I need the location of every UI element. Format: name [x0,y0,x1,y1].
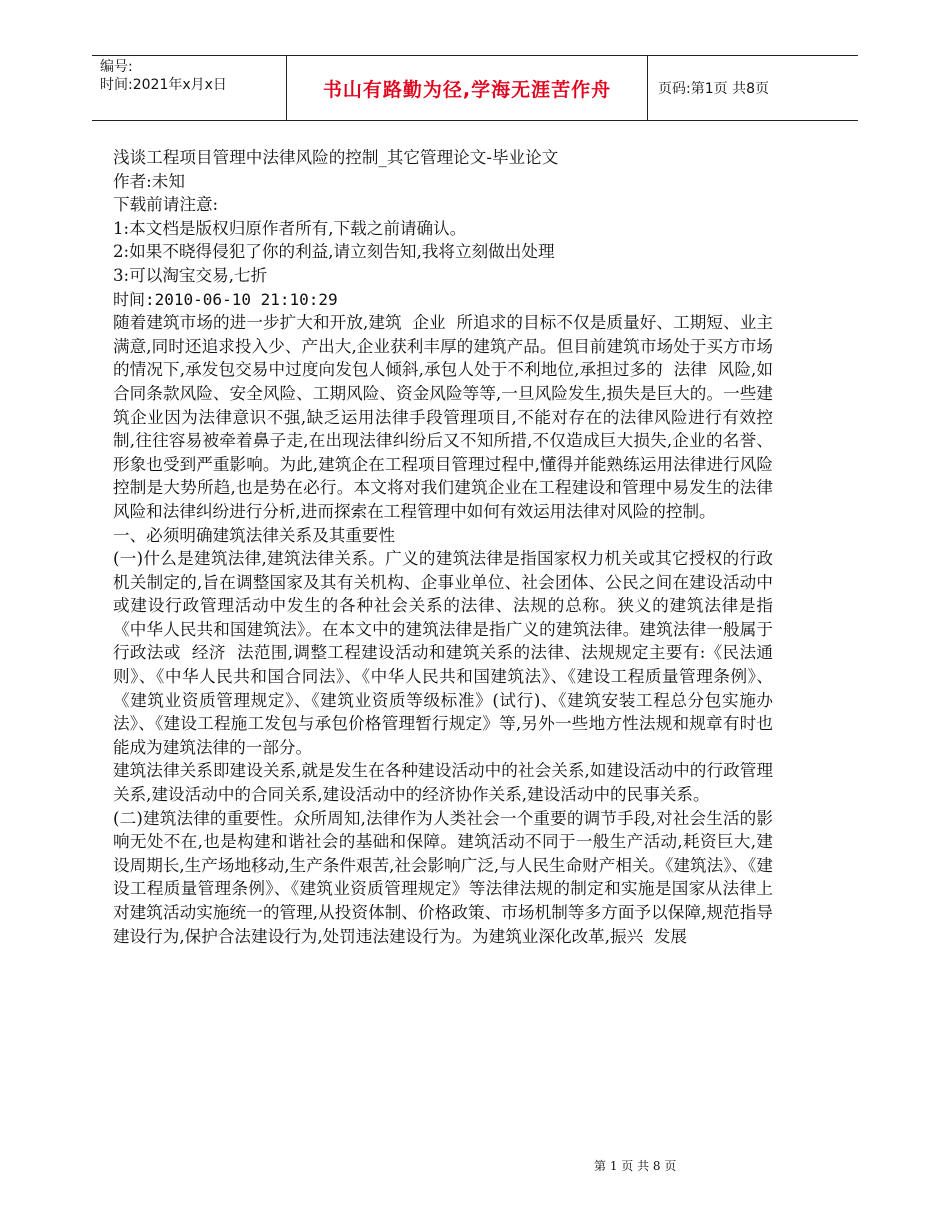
paragraph: (二)建筑法律的重要性。众所周知,法律作为人类社会一个重要的调节手段,对社会生活的影响无处不在,也是构建和谐社会的基础和保障。建筑活动不同于一般生产活动,耗资巨大,建设周期长,生产场地移动,生产条件艰苦,社会影响广泛,与人民生命财产相关。《建筑法》、《建设工程质量管理条例》、《建筑业资质管理规定》等法律法规的制定和实施是国家从法律上对建筑活动实施统一的管理,从投资体制、价格政策、市场机制等多方面予以保障,规范指导建设行为,保护合法建设行为,处罚违法建设行为。为建筑业深化改革,振兴 发展 [113,808,773,946]
document-author: 作者:未知 [113,171,185,191]
notice-item: 1:本文档是版权归原作者所有,下载之前请确认。 [113,218,467,238]
notice-title: 下载前请注意: [113,195,219,215]
document-body [113,146,773,948]
document-time-label: 时间:2021年x月x日 [100,77,227,93]
document-time: 时间:2010-06-10 21:10:29 [113,289,338,309]
page-footer: 第 1 页 共 8 页 [594,1159,677,1173]
paragraph: 随着建筑市场的进一步扩大和开放,建筑 企业 所追求的目标不仅是质量好、工期短、业主满意,同时还追求投入少、产出大,企业获利丰厚的建筑产品。但目前建筑市场处于买方市场的情况下,承发包交易中过度向发包人倾斜,承包人处于不利地位,承担过多的 法律 风险,如合同条款风险、安全风险、工期风险、资金风险等等,一旦风险发生,损失是巨大的。一些建筑企业因为法律意识不强,缺乏运用法律手段管理项目,不能对存在的法律风险进行有效控制,往往容易被牵着鼻子走,在出现法律纠纷后又不知所措,不仅造成巨大损失,企业的名誉、形象也受到严重影响。为此,建筑企在工程项目管理过程中,懂得并能熟练运用法律进行风险控制是大势所趋,也是势在必行。本文将对我们建筑企业在工程建设和管理中易发生的法律风险和法律纠纷进行分析,进而探索在工程管理中如何有效运用法律对风险的控制。 [113,313,773,521]
notice-item: 2:如果不晓得侵犯了你的利益,请立刻告知,我将立刻做出处理 [113,242,555,262]
header-table [92,55,858,121]
header-motto: 书山有路勤为径,学海无涯苦作舟 [286,56,648,120]
document-id-label: 编号: [100,59,133,75]
header-meta-cell [92,56,286,120]
paragraph: (一)什么是建筑法律,建筑法律关系。广义的建筑法律是指国家权力机关或其它授权的行政机关制定的,旨在调整国家及其有关机构、企事业单位、社会团体、公民之间在建设活动中或建设行政管理活动中发生的各种社会关系的法律、法规的总称。狭义的建筑法律是指《中华人民共和国建筑法》。在本文中的建筑法律是指广义的建筑法律。建筑法律一般属于行政法或 经济 法范围,调整工程建设活动和建筑关系的法律、法规规定主要有:《民法通则》、《中华人民共和国合同法》、《中华人民共和国建筑法》、《建设工程质量管理条例》、《建筑业资质管理规定》、《建筑业资质等级标准》(试行)、《建筑安装工程总分包实施办法》、《建设工程施工发包与承包价格管理暂行规定》等,另外一些地方性法规和规章有时也能成为建筑法律的一部分。 [113,549,773,757]
notice-item: 3:可以淘宝交易,七折 [113,265,268,285]
paragraph: 建筑法律关系即建设关系,就是发生在各种建设活动中的社会关系,如建设活动中的行政管理关系,建设活动中的合同关系,建设活动中的经济协作关系,建设活动中的民事关系。 [113,761,773,805]
section-heading: 一、必须明确建筑法律关系及其重要性 [113,525,396,545]
header-page-info: 页码:第1页 共8页 [658,81,769,97]
document-title: 浅谈工程项目管理中法律风险的控制_其它管理论文-毕业论文 [113,148,559,167]
